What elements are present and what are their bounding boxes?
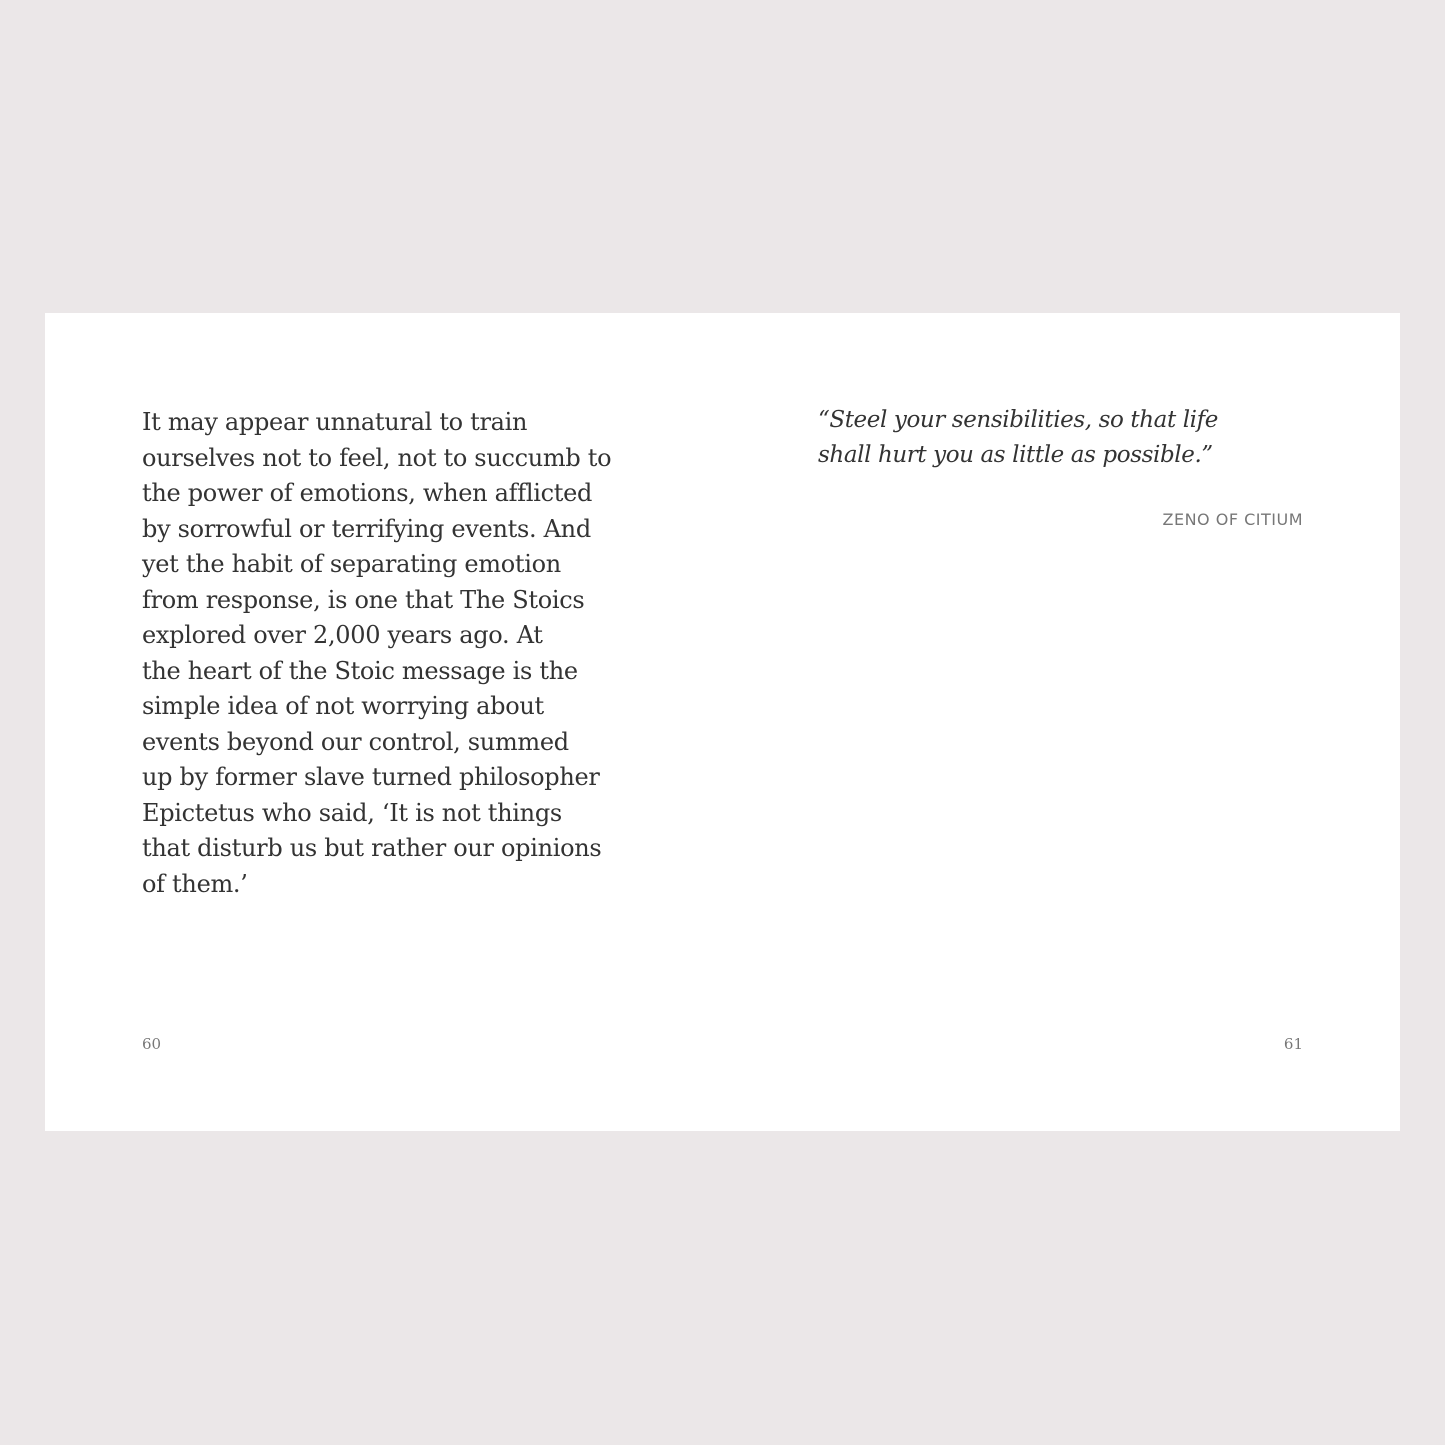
book-spread bbox=[45, 313, 1400, 1131]
text-line: from response, is one that The Stoics bbox=[142, 585, 585, 614]
text-line: explored over 2,000 years ago. At bbox=[142, 621, 543, 649]
text-line: It may appear unnatural to train bbox=[142, 408, 528, 436]
text-line: yet the habit of separating emotion bbox=[142, 550, 561, 578]
text-line: that disturb us but rather our opinions bbox=[142, 834, 602, 862]
text-line: the heart of the Stoic message is the bbox=[142, 656, 578, 685]
text-line: simple idea of not worrying about bbox=[142, 692, 544, 720]
quote bbox=[818, 403, 1218, 473]
text-line: Epictetus who said, ‘It is not things bbox=[142, 798, 562, 827]
text-line: by sorrowful or terrifying events. And bbox=[142, 514, 591, 543]
body-paragraph bbox=[142, 405, 642, 902]
quote-line: “Steel your sensibilities, so that life bbox=[818, 407, 1218, 433]
text-line: ourselves not to feel, not to succumb to bbox=[142, 443, 612, 472]
quote-author: ZENO OF CITIUM bbox=[1162, 510, 1303, 529]
quote-line: shall hurt you as little as possible.” bbox=[818, 442, 1213, 468]
text-line: of them.’ bbox=[142, 869, 248, 898]
page-number-left: 60 bbox=[142, 1035, 162, 1053]
text-line: the power of emotions, when afflicted bbox=[142, 479, 593, 507]
text-line: events beyond our control, summed bbox=[142, 727, 569, 756]
text-line: up by former slave turned philosopher bbox=[142, 763, 600, 791]
page-number-right: 61 bbox=[1283, 1035, 1303, 1053]
